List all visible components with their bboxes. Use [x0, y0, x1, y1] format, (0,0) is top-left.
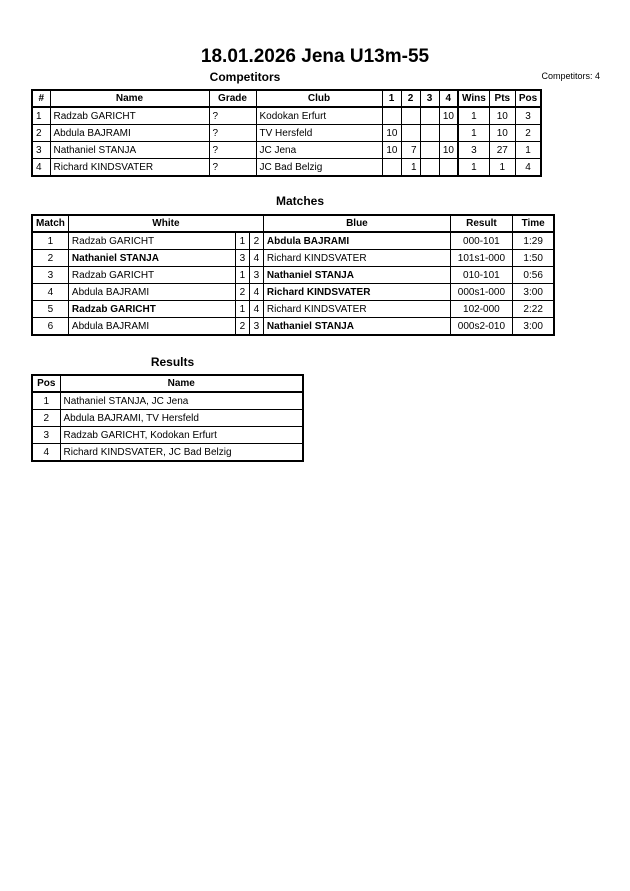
table-row [32, 107, 541, 125]
score-cell: 10 [382, 142, 401, 159]
score-cell [420, 159, 439, 177]
competitor-club: Kodokan Erfurt [256, 107, 382, 125]
result-position: 3 [32, 427, 60, 444]
result-name: Nathaniel STANJA, JC Jena [60, 392, 303, 410]
results-heading: Results [150, 355, 195, 369]
white-number: 3 [235, 250, 249, 267]
score-cell [401, 125, 420, 142]
blue-fighter: Abdula BAJRAMI [263, 232, 450, 250]
competitors-heading: Competitors [209, 70, 281, 84]
table-row [32, 159, 541, 177]
score-cell [420, 125, 439, 142]
result-position: 4 [32, 444, 60, 462]
match-number: 6 [32, 318, 68, 336]
match-result: 101s1-000 [450, 250, 512, 267]
col-header: Pos [32, 375, 60, 392]
competitors-count: Competitors: 4 [541, 71, 600, 81]
score-cell [439, 159, 458, 177]
table-row [32, 410, 303, 427]
table-row [32, 232, 554, 250]
competitor-name: Radzab GARICHT [50, 107, 209, 125]
col-header: Wins [458, 90, 489, 107]
match-time: 3:00 [512, 284, 554, 301]
match-result: 010-101 [450, 267, 512, 284]
match-number: 5 [32, 301, 68, 318]
table-row [32, 125, 541, 142]
score-cell: 10 [439, 107, 458, 125]
competitor-name: Abdula BAJRAMI [50, 125, 209, 142]
table-row [32, 301, 554, 318]
score-cell: 1 [401, 159, 420, 177]
results-table [31, 374, 304, 462]
position-cell: 3 [515, 107, 541, 125]
score-cell: 7 [401, 142, 420, 159]
table-row [32, 142, 541, 159]
col-header: White [68, 215, 263, 232]
white-fighter: Abdula BAJRAMI [68, 284, 235, 301]
position-cell: 1 [515, 142, 541, 159]
competitor-club: TV Hersfeld [256, 125, 382, 142]
white-number: 1 [235, 232, 249, 250]
col-header: Club [256, 90, 382, 107]
white-fighter: Radzab GARICHT [68, 301, 235, 318]
col-header: Name [60, 375, 303, 392]
blue-number: 3 [249, 318, 263, 336]
points-cell: 27 [489, 142, 515, 159]
score-cell [382, 159, 401, 177]
table-row [32, 284, 554, 301]
table-row [32, 250, 554, 267]
result-name: Radzab GARICHT, Kodokan Erfurt [60, 427, 303, 444]
match-result: 000-101 [450, 232, 512, 250]
competitor-club: JC Bad Belzig [256, 159, 382, 177]
col-header: 2 [401, 90, 420, 107]
wins-cell: 1 [458, 107, 489, 125]
blue-number: 2 [249, 232, 263, 250]
white-number: 2 [235, 284, 249, 301]
score-cell [382, 107, 401, 125]
score-cell [439, 125, 458, 142]
match-time: 2:22 [512, 301, 554, 318]
wins-cell: 1 [458, 125, 489, 142]
competitor-name: Nathaniel STANJA [50, 142, 209, 159]
match-number: 2 [32, 250, 68, 267]
wins-cell: 1 [458, 159, 489, 177]
competitor-number: 1 [32, 107, 50, 125]
wins-cell: 3 [458, 142, 489, 159]
table-row [32, 267, 554, 284]
page-title: 18.01.2026 Jena U13m-55 [200, 46, 430, 67]
white-number: 2 [235, 318, 249, 336]
col-header: 4 [439, 90, 458, 107]
match-result: 000s1-000 [450, 284, 512, 301]
blue-number: 4 [249, 284, 263, 301]
result-name: Abdula BAJRAMI, TV Hersfeld [60, 410, 303, 427]
competitor-grade: ? [209, 107, 256, 125]
match-number: 1 [32, 232, 68, 250]
match-time: 3:00 [512, 318, 554, 336]
matches-heading: Matches [275, 194, 325, 208]
score-cell [420, 107, 439, 125]
competitor-grade: ? [209, 142, 256, 159]
results-header-row [32, 375, 303, 392]
blue-fighter: Richard KINDSVATER [263, 250, 450, 267]
white-fighter: Radzab GARICHT [68, 232, 235, 250]
points-cell: 1 [489, 159, 515, 177]
white-fighter: Nathaniel STANJA [68, 250, 235, 267]
result-position: 1 [32, 392, 60, 410]
score-cell [420, 142, 439, 159]
blue-fighter: Nathaniel STANJA [263, 318, 450, 336]
competitors-header-row [32, 90, 541, 107]
result-position: 2 [32, 410, 60, 427]
competitor-number: 4 [32, 159, 50, 177]
white-number: 1 [235, 301, 249, 318]
blue-fighter: Richard KINDSVATER [263, 284, 450, 301]
blue-number: 3 [249, 267, 263, 284]
table-row [32, 427, 303, 444]
col-header: 1 [382, 90, 401, 107]
result-name: Richard KINDSVATER, JC Bad Belzig [60, 444, 303, 462]
blue-fighter: Nathaniel STANJA [263, 267, 450, 284]
blue-fighter: Richard KINDSVATER [263, 301, 450, 318]
competitor-number: 3 [32, 142, 50, 159]
col-header: Blue [263, 215, 450, 232]
position-cell: 4 [515, 159, 541, 177]
points-cell: 10 [489, 107, 515, 125]
matches-header-row [32, 215, 554, 232]
col-header: # [32, 90, 50, 107]
match-number: 3 [32, 267, 68, 284]
competitor-club: JC Jena [256, 142, 382, 159]
table-row [32, 444, 303, 462]
position-cell: 2 [515, 125, 541, 142]
competitor-number: 2 [32, 125, 50, 142]
match-result: 102-000 [450, 301, 512, 318]
white-number: 1 [235, 267, 249, 284]
col-header: Pts [489, 90, 515, 107]
points-cell: 10 [489, 125, 515, 142]
white-fighter: Abdula BAJRAMI [68, 318, 235, 336]
matches-table [31, 214, 555, 336]
col-header: Grade [209, 90, 256, 107]
match-result: 000s2-010 [450, 318, 512, 336]
score-cell: 10 [439, 142, 458, 159]
col-header: 3 [420, 90, 439, 107]
blue-number: 4 [249, 301, 263, 318]
competitor-grade: ? [209, 159, 256, 177]
match-number: 4 [32, 284, 68, 301]
white-fighter: Radzab GARICHT [68, 267, 235, 284]
competitor-grade: ? [209, 125, 256, 142]
competitors-table [31, 89, 542, 177]
score-cell: 10 [382, 125, 401, 142]
blue-number: 4 [249, 250, 263, 267]
table-row [32, 318, 554, 336]
table-row [32, 392, 303, 410]
col-header: Name [50, 90, 209, 107]
col-header: Result [450, 215, 512, 232]
match-time: 0:56 [512, 267, 554, 284]
col-header: Match [32, 215, 68, 232]
col-header: Pos [515, 90, 541, 107]
match-time: 1:50 [512, 250, 554, 267]
competitor-name: Richard KINDSVATER [50, 159, 209, 177]
match-time: 1:29 [512, 232, 554, 250]
score-cell [401, 107, 420, 125]
col-header: Time [512, 215, 554, 232]
